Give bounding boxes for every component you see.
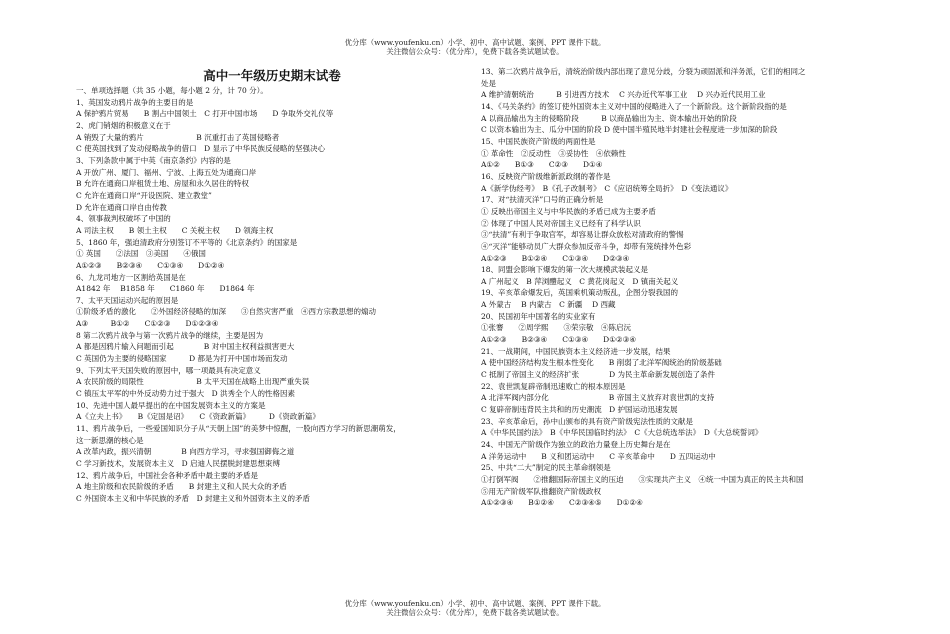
text-line: 9、下列太平天国失败的原因中，哪一项最具有决定意义 — [76, 365, 261, 375]
text-line: 16、反映资产阶级维新派政纲的著作是 — [481, 171, 611, 181]
text-line: A 都是因鸦片输入问题而引起 B 对中国主权利益损害更大 — [76, 342, 295, 352]
text-line: ①张謇 ②周学熙 ③荣宗敬 ④陈启沅 — [481, 323, 631, 333]
text-line: ① 革命性 ②反动性 ③妥协性 ④依赖性 — [481, 148, 626, 158]
text-line: A 改革内政，振兴清朝 B 向西方学习，寻求强国御侮之道 — [76, 447, 295, 457]
text-line: 2、虎门销烟的积极意义在于 — [76, 120, 171, 130]
text-line: 5、1860 年，强迫清政府分别签订不平等的《北京条约》的国家是 — [76, 237, 298, 247]
text-line: ④“灭洋”能够动员广大群众参加反帝斗争，却带有笼统排外色彩 — [481, 241, 692, 251]
text-line: A 以商品输出为主的侵略阶段 B 以商品输出为主、资本输出开始的阶段 — [481, 113, 737, 123]
header-line-1: 优分库（www.youfenku.cn）小学、初中、高中试题、案例、PPT 课件下载。 — [344, 38, 606, 47]
text-line: A 使中国经济结构发生根本性变化 B 削弱了北洋军阀统治的阶级基础 — [481, 358, 722, 368]
text-line: A 地主阶级和农民阶级的矛盾 B 封建主义和人民大众的矛盾 — [76, 482, 287, 492]
text-line: A①② B①③ C②③ D①④ — [481, 160, 603, 170]
text-line: 15、中国民族资产阶级的两面性是 — [481, 136, 596, 146]
right-question-list — [481, 66, 883, 509]
text-line: 24、中国无产阶级作为独立的政治力量登上历史舞台是在 — [481, 440, 671, 449]
text-line: 13、第二次鸦片战争后，清统治阶级内部出现了意见分歧，分裂为顽固派和洋务派，它们的相同之 — [481, 67, 806, 76]
text-line: ⑤用无产阶级军队推翻资产阶级政权 — [481, 486, 601, 496]
text-line: 10、先进中国人最早提出的在中国发展资本主义的方案是 — [76, 400, 266, 410]
text-line: 17、对“扶清灭洋”口号的正确分析是 — [481, 195, 604, 205]
text-line: A1842 年 B1858 年 C1860 年 D1864 年 — [76, 284, 255, 294]
text-line: A《新学伪经考》 B《孔子改制考》 C《应诏统筹全局折》 D《变法通议》 — [481, 183, 733, 193]
text-line: ① 反映出帝国主义与中华民族的矛盾已成为主要矛盾 — [481, 206, 656, 216]
text-line: D 允许在通商口岸自由传教 — [76, 202, 167, 212]
text-line: C 允许在通商口岸“开设医院、建立教堂” — [76, 190, 212, 200]
text-line: A《中华民国约法》 B《中华民国临时约法》 C《大总统选举法》 D《大总统誓词》 — [481, 428, 763, 438]
text-line: 22、袁世凯复辟帝制迅速败亡的根本原因是 — [481, 381, 626, 391]
text-line: ①打倒军阀 ②推翻国际帝国主义的压迫 ③实现共产主义 ④统一中国为真正的民主共和国 — [481, 474, 804, 484]
text-line: A 北洋军阀内部分化 B 帝国主义放弃对袁世凯的支持 — [481, 393, 715, 403]
text-line: C 学习新技术，发展资本主义 D 启迪人民摆脱封建思想束缚 — [76, 459, 281, 468]
text-line: 3、下列条款中属于中英《南京条约》内容的是 — [76, 155, 231, 165]
text-line: A③ B①② C①②③ D①②③④ — [76, 319, 219, 329]
text-line: A 农民阶级的局限性 B 太平天国在战略上出现严重失误 — [76, 377, 310, 387]
text-line: 25、中共“二大”制定的民主革命纲领是 — [481, 463, 611, 473]
text-line: A 维护清朝统治 B 引进西方技术 C 兴办近代军事工业 D 兴办近代民用工业 — [481, 90, 766, 100]
text-line: A 广州起义 B 萍浏醴起义 C 黄花岗起义 D 镇南关起义 — [481, 276, 679, 286]
text-line: 14、《马关条约》的签订使外国资本主义对中国的侵略进入了一个新阶段。这个新阶段指的是 — [481, 101, 787, 111]
page-footer — [0, 599, 950, 617]
exam-title: 高中一年级历史期末试卷 — [203, 68, 341, 83]
footer-line-1: 优分库（www.youfenku.cn）小学、初中、高中试题、案例、PPT 课件下载。 — [344, 599, 606, 608]
text-line: A 销毁了大量的鸦片 B 沉重打击了英国侵略者 — [76, 132, 280, 142]
text-line: C 英国仍为主要的侵略国家 D 都是为打开中国市场而发动 — [76, 354, 288, 364]
text-line: C 以资本输出为主、瓜分中国的阶段 D 使中国半殖民地半封建社会程度进一步加深的阶段 — [481, 125, 778, 135]
text-line: 处是 — [481, 78, 496, 88]
text-line: ① 英国 ②法国 ③美国 ④俄国 — [76, 249, 206, 259]
text-line: 8 第二次鸦片战争与第一次鸦片战争的继续，主要是因为 — [76, 330, 264, 340]
footer-line-2: 关注微信公众号：（优分库），免费下载各类试题试卷。 — [386, 608, 564, 617]
text-line: 18、同盟会影响下爆发的第一次大规模武装起义是 — [481, 265, 649, 275]
text-line: 7、太平天国运动兴起的原因是 — [76, 295, 179, 305]
text-line: 19、辛亥革命爆发后，英国乘机策动叛乱，企图分裂我国的 — [481, 288, 679, 298]
left-column — [76, 66, 468, 505]
text-line: A 外蒙古 B 内蒙古 C 新疆 D 西藏 — [481, 300, 616, 310]
text-line: A 司法主权 B 领土主权 C 关税主权 D 领海主权 — [76, 225, 274, 235]
text-line: 4、领事裁判权破坏了中国的 — [76, 214, 171, 224]
text-line: 20、民国初年中国著名的实业家有 — [481, 311, 596, 321]
left-question-list — [76, 85, 468, 505]
text-line: B 允许在通商口岸租赁土地、房屋和永久居住的特权 — [76, 179, 249, 189]
text-line: A①②③ B①②④ C①③④ D②③④ — [481, 253, 630, 263]
text-line: 这一新思潮的核心是 — [76, 435, 144, 445]
text-line: C 抵制了帝国主义的经济扩张 D 为民主革命新发展创造了条件 — [481, 370, 716, 380]
text-line: 23、辛亥革命后，孙中山颁布的具有资产阶级宪法性质的文献是 — [481, 416, 694, 426]
text-line: ② 体现了中国人民对帝国主义已经有了科学认识 — [481, 218, 641, 228]
text-line: 12、鸦片战争后，中国社会各种矛盾中最主要的矛盾是 — [76, 470, 259, 480]
text-line: A 开放广州、厦门、福州、宁波、上海五处为通商口岸 — [76, 167, 257, 177]
text-line: A①②③④ B①②④ C②③④⑤ D①②④ — [481, 498, 643, 508]
text-line: C 使英国找到了发动侵略战争的借口 D 显示了中华民族反侵略的坚强决心 — [76, 144, 326, 154]
text-line: ③“扶清”有利于争取官军，却容易让群众放松对清政府的警惕 — [481, 230, 684, 240]
page-header — [0, 38, 950, 56]
text-line: 11、鸦片战争后，一些爱国知识分子从“天朝上国”的美梦中惊醒，一股向西方学习的新思潮萌发， — [76, 424, 401, 434]
text-line: 一、单项选择题（共 35 小题，每小题 2 分，计 70 分）。 — [76, 86, 268, 95]
right-column — [481, 66, 883, 509]
text-line: C 镇压太平军的中外反动势力过于强大 D 洪秀全个人的性格因素 — [76, 389, 296, 399]
text-line: 21、一战期间，中国民族资本主义经济进一步发展，结果 — [481, 346, 671, 356]
text-line: 1、英国发动鸦片战争的主要目的是 — [76, 97, 194, 107]
text-line: A 洋务运动中 B 义和团运动中 C 辛亥革命中 D 五四运动中 — [481, 451, 716, 461]
text-line: C 复辟帝制违背民主共和的历史潮流 D 护国运动迅速发展 — [481, 405, 678, 415]
text-line: A《立夫上书》 B《定国是诏》 C《资政新篇》 D《资政新篇》 — [76, 412, 320, 422]
header-line-2: 关注微信公众号：（优分库），免费下载各类试题试卷。 — [386, 47, 564, 56]
text-line: 6、九龙司地方一区割给英国是在 — [76, 272, 186, 282]
text-line: C 外国资本主义和中华民族的矛盾 D 封建主义和外国资本主义的矛盾 — [76, 493, 311, 503]
text-line: ①阶级矛盾的激化 ②外国经济侵略的加深 ③自然灾害严重 ④西方宗教思想的煽动 — [76, 307, 376, 317]
text-line: A 保护鸦片贸易 B 割占中国领土 C 打开中国市场 D 争取外交礼仪等 — [76, 109, 334, 119]
text-line: A①②③ B②③④ C①③④ D①②③④ — [481, 335, 637, 345]
text-line: A①②③ B②③④ C①③④ D①②④ — [76, 260, 225, 270]
